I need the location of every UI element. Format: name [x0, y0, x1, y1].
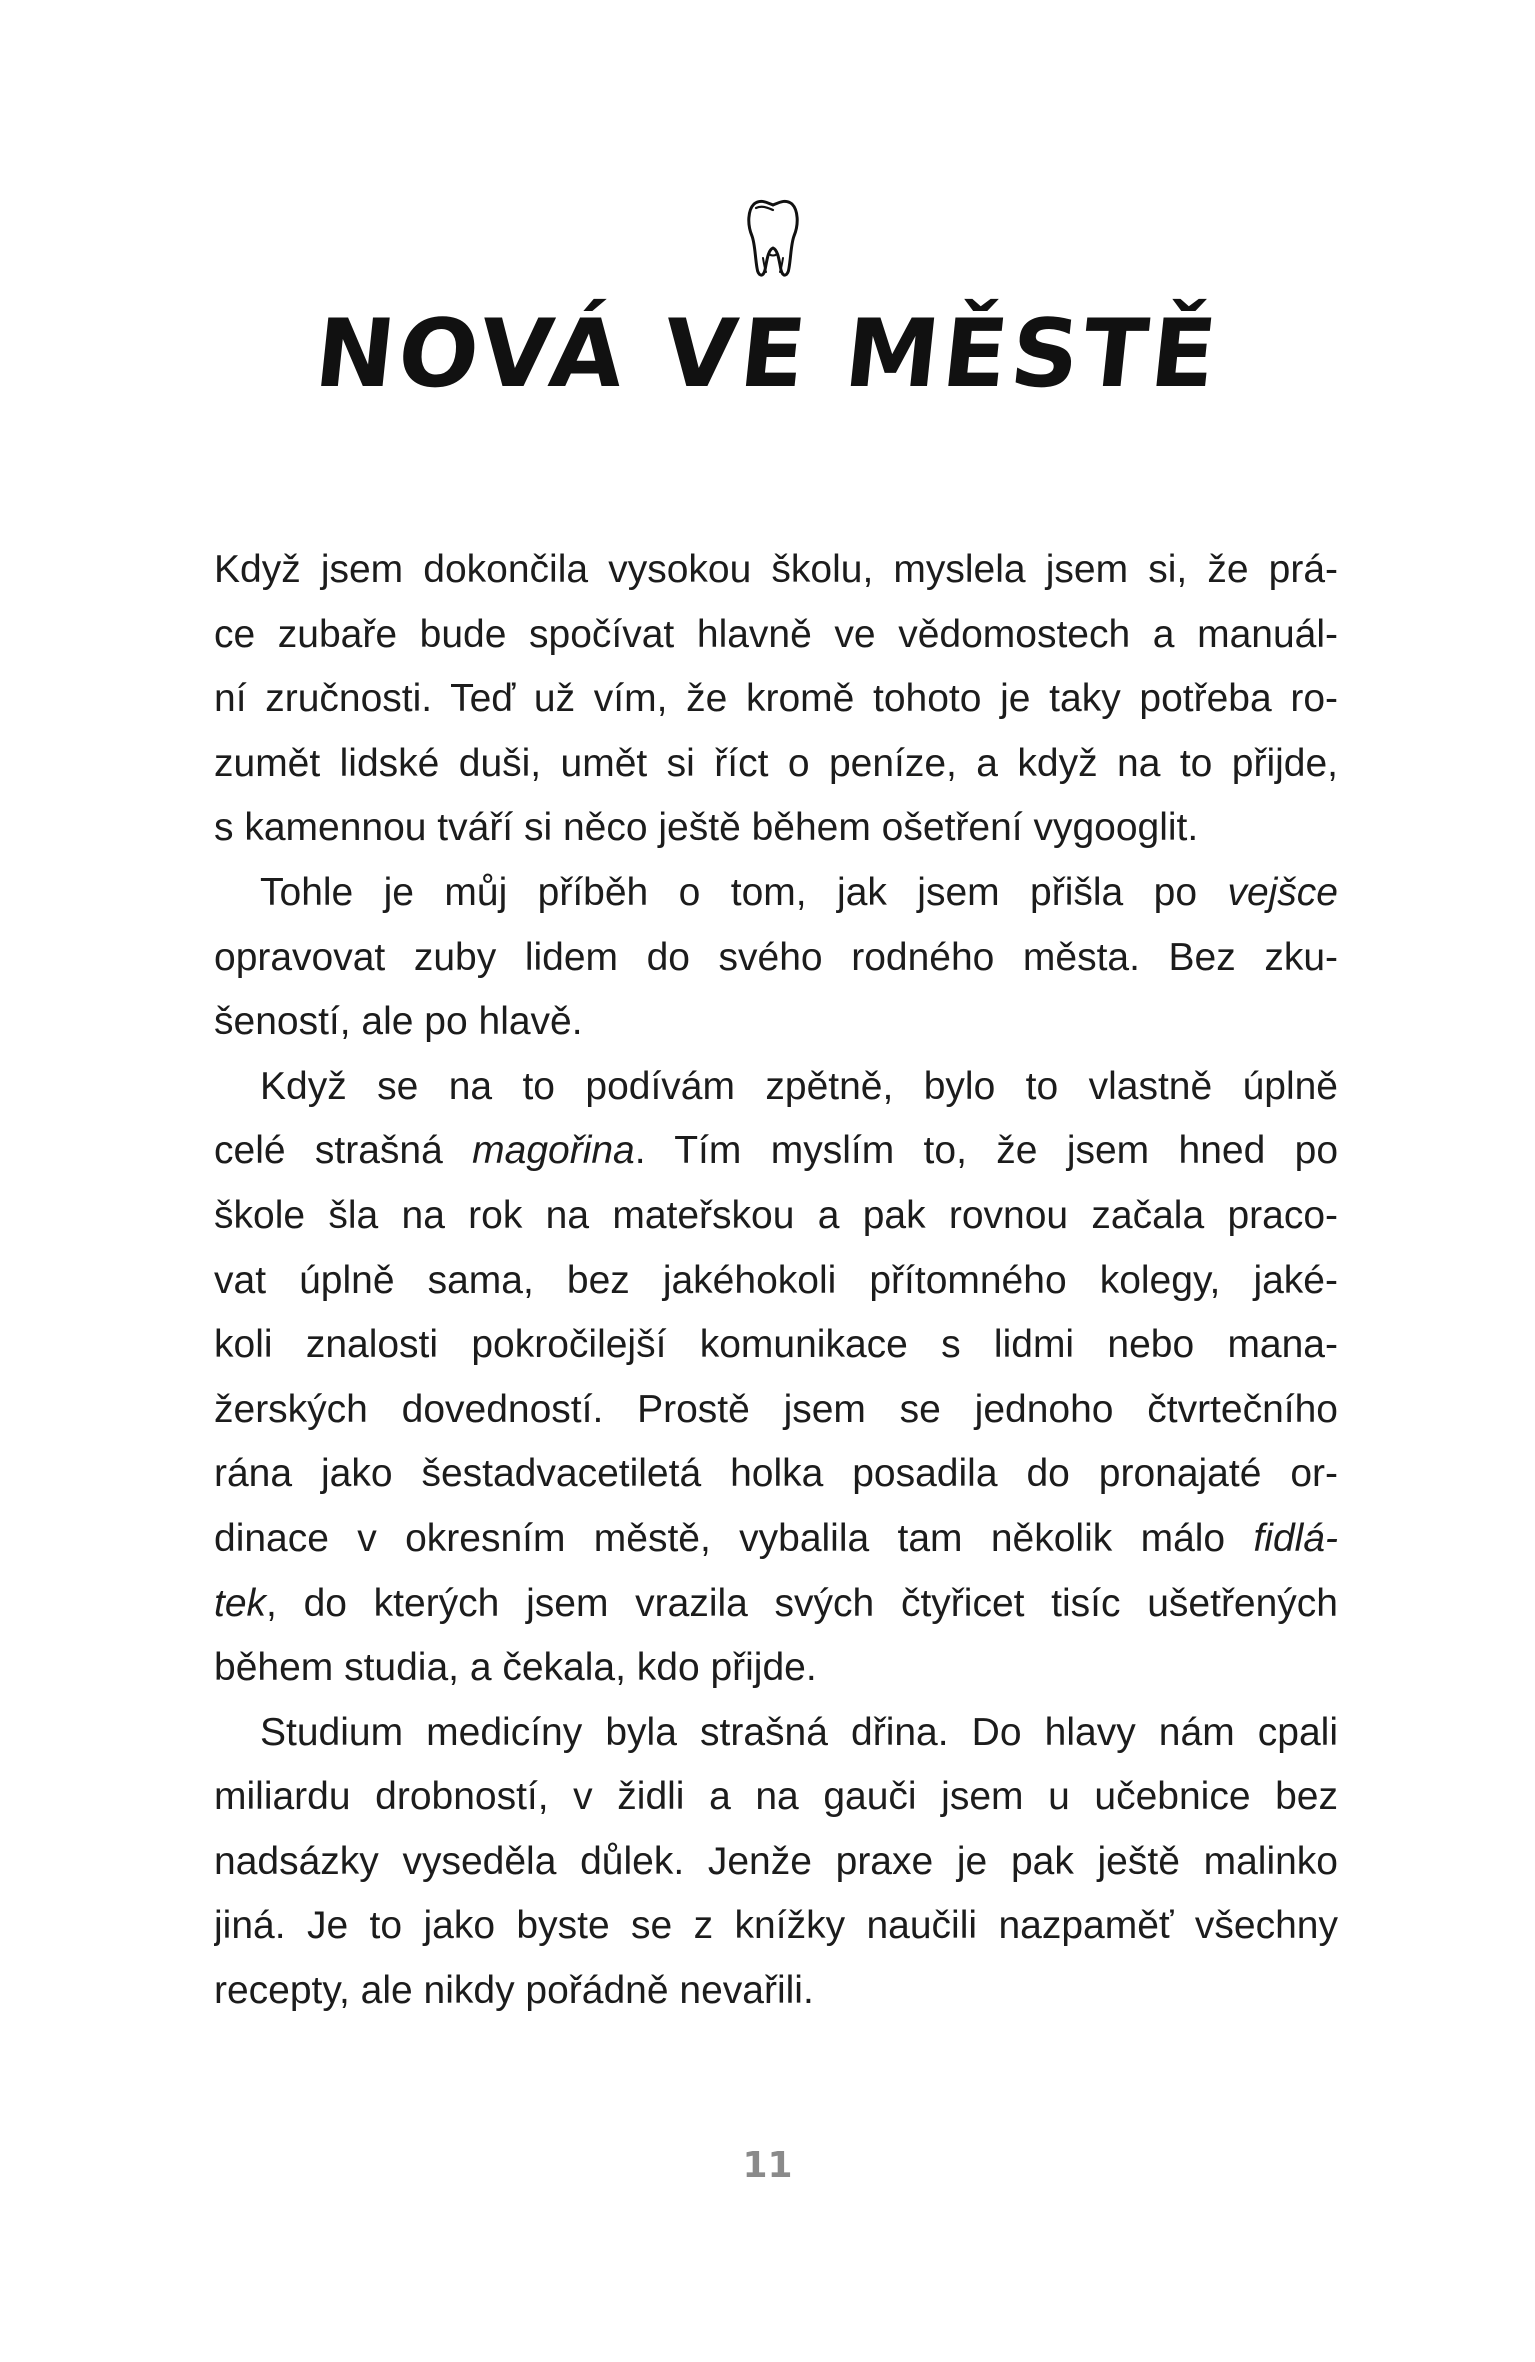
text-line: žerských dovedností. Prostě jsem se jednoho čtvrtečního: [214, 1387, 1338, 1431]
text-line: koli znalosti pokročilejší komunikace s lidmi nebo mana-: [214, 1323, 1338, 1367]
text-line: jiná. Je to jako byste se z knížky naučili nazpaměť všechny: [214, 1904, 1338, 1948]
paragraph: [214, 538, 1338, 861]
text-line: miliardu drobností, v židli a na gauči jsem u učebnice bez: [214, 1775, 1338, 1819]
text-line: tek, do kterých jsem vrazila svých čtyřicet tisíc ušetřených: [214, 1581, 1338, 1625]
text-line: šeností, ale po hlavě.: [214, 1000, 583, 1044]
text-line: zumět lidské duši, umět si říct o peníze, a když na to přijde,: [214, 741, 1338, 785]
chapter-body-text: [214, 538, 1338, 2024]
text-line: recepty, ale nikdy pořádně nevařili.: [214, 1969, 814, 2013]
text-line: nadsázky vyseděla důlek. Jenže praxe je pak ještě malinko: [214, 1839, 1338, 1883]
text-line: škole šla na rok na mateřskou a pak rovnou začala praco-: [214, 1193, 1338, 1237]
text-line: celé strašná magořina. Tím myslím to, že jsem hned po: [214, 1129, 1338, 1173]
page-number: 11: [742, 2145, 793, 2186]
text-line: rána jako šestadvacetiletá holka posadila do pronajaté or-: [214, 1452, 1338, 1496]
text-line: vat úplně sama, bez jakéhokoli přítomného kolegy, jaké-: [214, 1258, 1338, 1302]
tooth-icon: [744, 196, 802, 282]
text-line: během studia, a čekala, kdo přijde.: [214, 1646, 817, 1690]
text-line: Tohle je můj příběh o tom, jak jsem přišla po vejšce: [260, 870, 1338, 914]
text-line: s kamennou tváří si něco ještě během ošetření vygooglit.: [214, 806, 1199, 850]
text-line: Studium medicíny byla strašná dřina. Do hlavy nám cpali: [260, 1710, 1338, 1754]
text-line: opravovat zuby lidem do svého rodného města. Bez zku-: [214, 935, 1338, 979]
text-line: Když se na to podívám zpětně, bylo to vlastně úplně: [260, 1064, 1338, 1108]
paragraph: [214, 1055, 1338, 1701]
text-line: dinace v okresním městě, vybalila tam několik málo fidlá-: [214, 1516, 1338, 1560]
text-line: Když jsem dokončila vysokou školu, myslela jsem si, že prá-: [214, 548, 1338, 591]
text-line: ní zručnosti. Teď už vím, že kromě tohoto je taky potřeba ro-: [214, 677, 1338, 721]
paragraph: [214, 861, 1338, 1055]
text-line: ce zubaře bude spočívat hlavně ve vědomostech a manuál-: [214, 612, 1338, 656]
paragraph: [214, 1701, 1338, 2024]
chapter-title: NOVÁ VE MĚSTĚ: [310, 300, 1225, 409]
